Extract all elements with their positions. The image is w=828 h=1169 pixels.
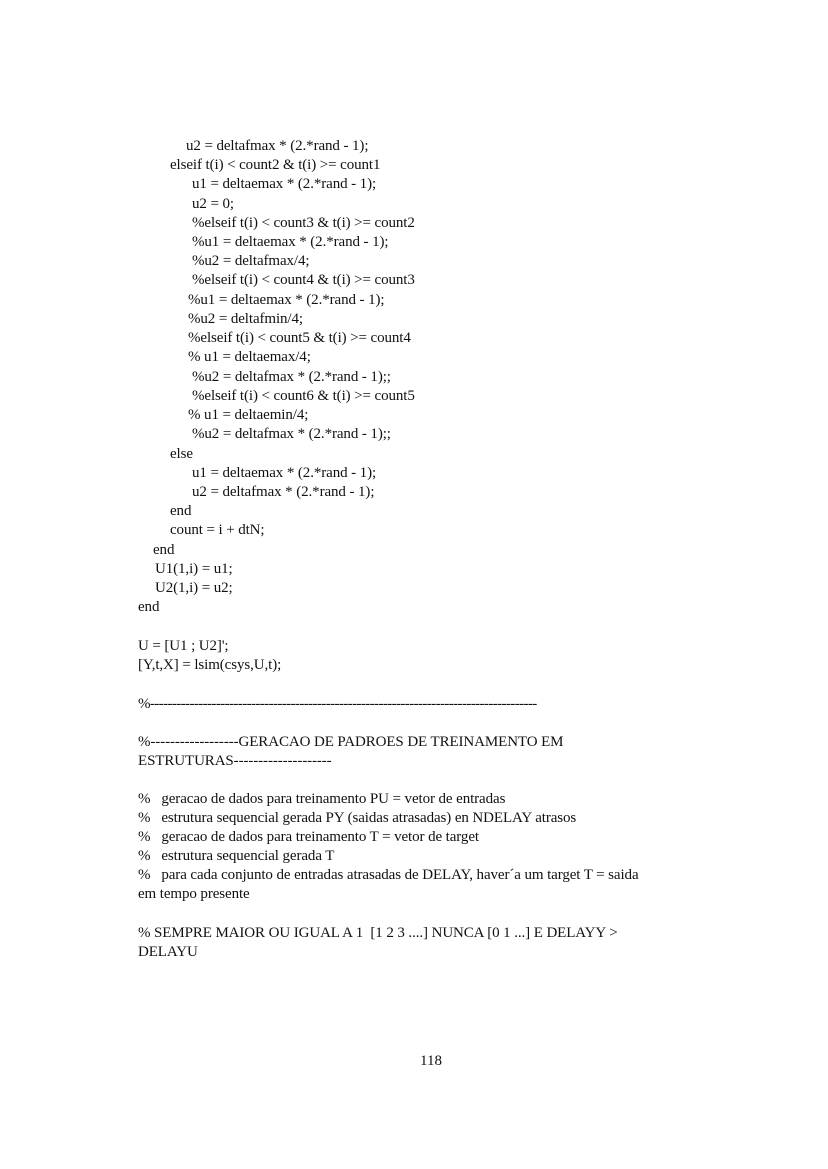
code-line: %u1 = deltaemax * (2.*rand - 1); [188,292,385,308]
code-line: %elseif t(i) < count4 & t(i) >= count3 [192,272,415,288]
code-line: %elseif t(i) < count5 & t(i) >= count4 [188,330,411,346]
comment-line: DELAYU [138,944,198,960]
comment-line: % SEMPRE MAIOR OU IGUAL A 1 [1 2 3 ....] NUNCA [0 1 ...] E DELAYY > [138,925,618,941]
code-line: end [138,599,160,615]
code-line: end [153,542,175,558]
comment-line: % geracao de dados para treinamento T = vetor de target [138,829,479,845]
code-line: %u2 = deltafmax/4; [192,253,310,269]
section-heading-comment: ESTRUTURAS-------------------- [138,753,332,769]
code-line: U2(1,i) = u2; [155,580,233,596]
code-line: %u1 = deltaemax * (2.*rand - 1); [192,234,389,250]
code-line: U1(1,i) = u1; [155,561,233,577]
page-number: 118 [420,1053,442,1069]
code-line: %u2 = deltafmax * (2.*rand - 1);; [192,426,391,442]
code-line: count = i + dtN; [170,522,265,538]
code-line: % u1 = deltaemin/4; [188,407,309,423]
code-line: %elseif t(i) < count3 & t(i) >= count2 [192,215,415,231]
code-line: u2 = deltafmax * (2.*rand - 1); [186,138,369,154]
code-line: %elseif t(i) < count6 & t(i) >= count5 [192,388,415,404]
code-line: %u2 = deltafmin/4; [188,311,303,327]
code-line: end [170,503,192,519]
code-line: U = [U1 ; U2]'; [138,638,229,654]
comment-line: % estrutura sequencial gerada PY (saidas atrasadas) en NDELAY atrasos [138,810,577,826]
code-line: %u2 = deltafmax * (2.*rand - 1);; [192,369,391,385]
comment-line: em tempo presente [138,886,250,902]
code-line: u2 = deltafmax * (2.*rand - 1); [192,484,375,500]
code-line: u2 = 0; [192,196,234,212]
code-line: u1 = deltaemax * (2.*rand - 1); [192,176,377,192]
code-line: u1 = deltaemax * (2.*rand - 1); [192,465,377,481]
section-heading-comment: %------------------GERACAO DE PADROES DE TREINAMENTO EM [138,734,564,750]
code-line: else [170,446,193,462]
comment-line: % para cada conjunto de entradas atrasadas de DELAY, haver´a um target T = saida [138,867,639,883]
code-line: [Y,t,X] = lsim(csys,U,t); [138,657,282,673]
separator-comment: %---------------------------------------------------------------------------------------- [138,696,537,712]
comment-line: % geracao de dados para treinamento PU = vetor de entradas [138,791,506,807]
code-line: elseif t(i) < count2 & t(i) >= count1 [170,157,381,173]
code-line: % u1 = deltaemax/4; [188,349,311,365]
comment-line: % estrutura sequencial gerada T [138,848,335,864]
